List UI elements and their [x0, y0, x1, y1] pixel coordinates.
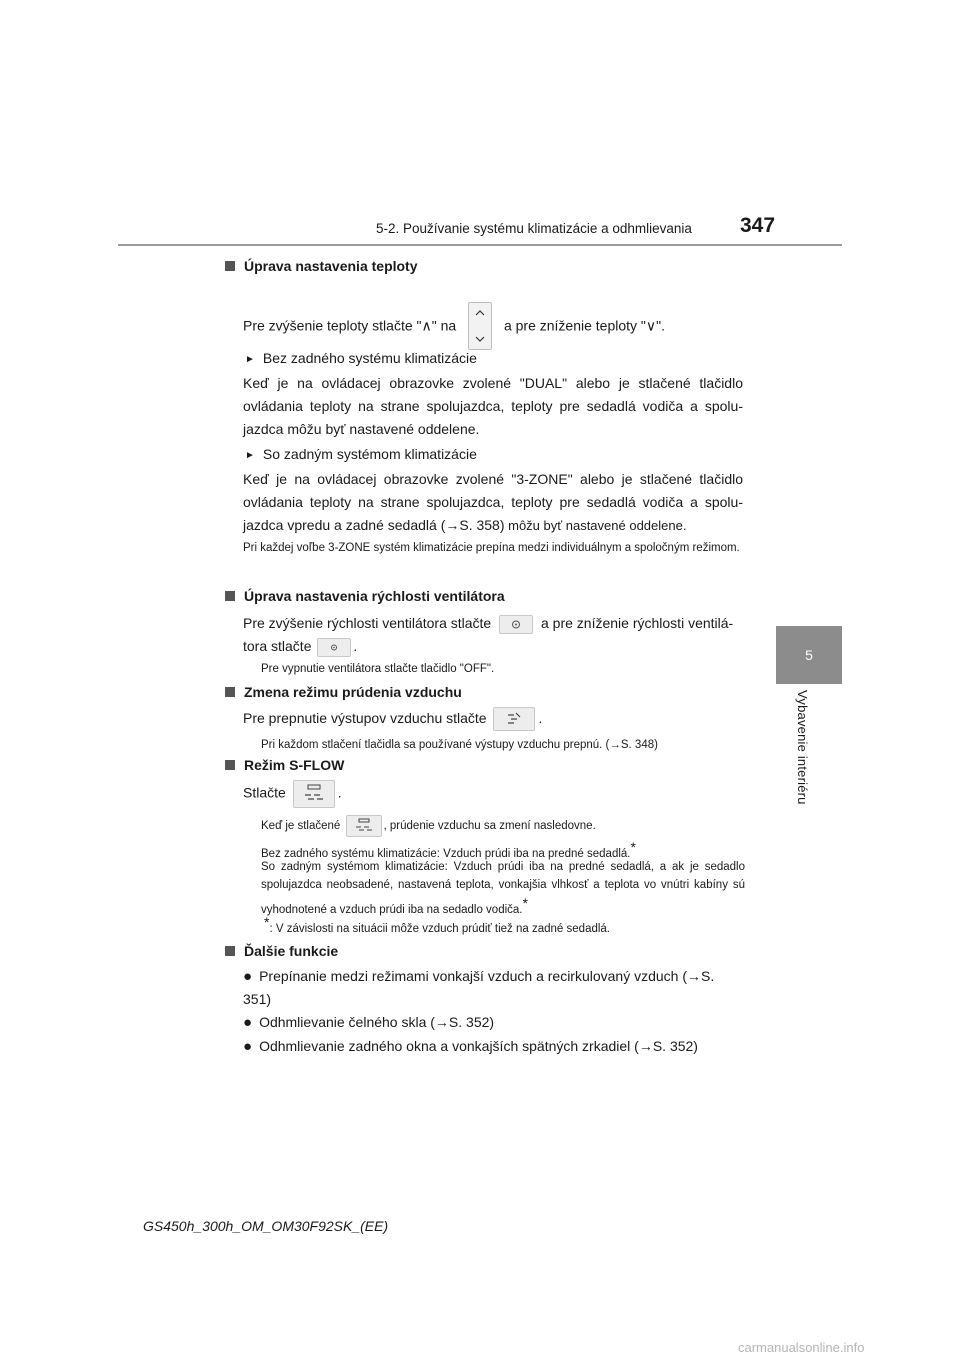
airflow-text: Pre prepnutie výstupov vzduchu stlačte .: [243, 707, 542, 731]
chapter-title: Vybavenie interiéru: [795, 690, 810, 805]
section-marker-icon: [225, 946, 235, 956]
fan-text: Pre zvýšenie rýchlosti ventilátora stlačte a pre zníženie rýchlosti ventilátora stlačte .: [243, 612, 745, 658]
sflow-button-small-icon: [346, 815, 382, 837]
with-rear-heading: ► So zadným systémom klimatizácie: [245, 446, 477, 462]
airflow-note: Pri každom stlačení tlačidla sa používané výstupy vzduchu prepnú. (→S. 348): [261, 739, 658, 751]
section-marker-icon: [225, 687, 235, 697]
temperature-heading: Úprava nastavenia teploty: [225, 258, 418, 274]
without-rear-heading: ► Bez zadného systému klimatizácie: [245, 350, 477, 366]
sflow-footnote: *: V závislosti na situácii môže vzduch prúdiť tiež na zadné sedadlá.: [264, 914, 611, 935]
with-rear-text: Keď je na ovládacej obrazovke zvolené "3-ZONE" alebo je stlačené tlačidlo ovládania teploty na strane spolujazdca, teploty pre sedadlá vodiča a spolujazdca vpredu a zadné sedadlá (→S. 358) môžu byť nastavené oddelene.: [243, 471, 743, 533]
fan-decrease-button-icon: [317, 638, 351, 657]
other-item: ● Odhmlievanie čelného skla (→S. 352): [243, 1014, 495, 1031]
with-rear-note: Pri každej voľbe 3-ZONE systém klimatizácie prepína medzi individuálnym a spoločným režimom.: [243, 542, 740, 554]
sflow-note: Keď je stlačené , prúdenie vzduchu sa zmení nasledovne.: [261, 815, 596, 837]
fan-heading: Úprava nastavenia rýchlosti ventilátora: [225, 588, 505, 604]
airflow-heading: Zmena režimu prúdenia vzduchu: [225, 684, 462, 700]
sflow-note-with-rear: So zadným systémom klimatizácie: Vzduch prúdi iba na predné sedadlá, a ak je sedadlo spolujazdca neobsadené, nastavená teplota, vonkajšia vlhkosť a teplota vo vnútri kabíny sú vyhodnotené a vzduch prúdi iba na sedadlo vodiča.*: [261, 861, 745, 916]
section-title: 5-2. Používanie systému klimatizácie a odhmlievania: [376, 221, 692, 236]
bullet-dot-icon: ●: [243, 968, 253, 985]
fan-increase-button-icon: [499, 615, 533, 634]
section-marker-icon: [225, 760, 235, 770]
airflow-mode-button-icon: [493, 707, 535, 731]
triangle-bullet-icon: ►: [245, 354, 255, 365]
fan-note: Pre vypnutie ventilátora stlačte tlačidlo "OFF".: [261, 663, 495, 675]
bullet-dot-icon: ●: [243, 1014, 253, 1031]
section-marker-icon: [225, 261, 235, 271]
section-marker-icon: [225, 591, 235, 601]
without-rear-text: Keď je na ovládacej obrazovke zvolené "DUAL" alebo je stlačené tlačidlo ovládania teploty na strane spolujazdca, teploty pre sedadlá vodiča a spolujazdca môžu byť nastavené oddelene.: [243, 375, 743, 437]
sflow-button-icon: [293, 780, 335, 808]
header-divider: [118, 244, 842, 246]
other-item: ● Odhmlievanie zadného okna a vonkajších spätných zrkadiel (→S. 352): [243, 1038, 698, 1055]
document-code: GS450h_300h_OM_OM30F92SK_(EE): [143, 1218, 389, 1234]
chapter-tab: [776, 626, 842, 684]
other-heading: Ďalšie funkcie: [225, 943, 338, 959]
chapter-number: 5: [805, 647, 813, 663]
sflow-text: Stlačte .: [243, 780, 342, 808]
bullet-dot-icon: ●: [243, 1038, 253, 1055]
sflow-note-no-rear: Bez zadného systému klimatizácie: Vzduch prúdi iba na predné sedadlá.*: [261, 839, 636, 860]
other-item: ● Prepínanie medzi režimami vonkajší vzduch a recirkulovaný vzduch (→S. 351): [243, 968, 715, 1007]
temperature-intro: Pre zvýšenie teploty stlačte "∧" na a pre zníženie teploty "∨".: [243, 303, 665, 351]
temperature-updown-button-icon: [468, 302, 492, 350]
watermark: carmanualsonline.info: [738, 1340, 865, 1355]
triangle-bullet-icon: ►: [245, 450, 255, 461]
sflow-heading: Režim S-FLOW: [225, 757, 344, 773]
page-number: 347: [740, 214, 776, 237]
